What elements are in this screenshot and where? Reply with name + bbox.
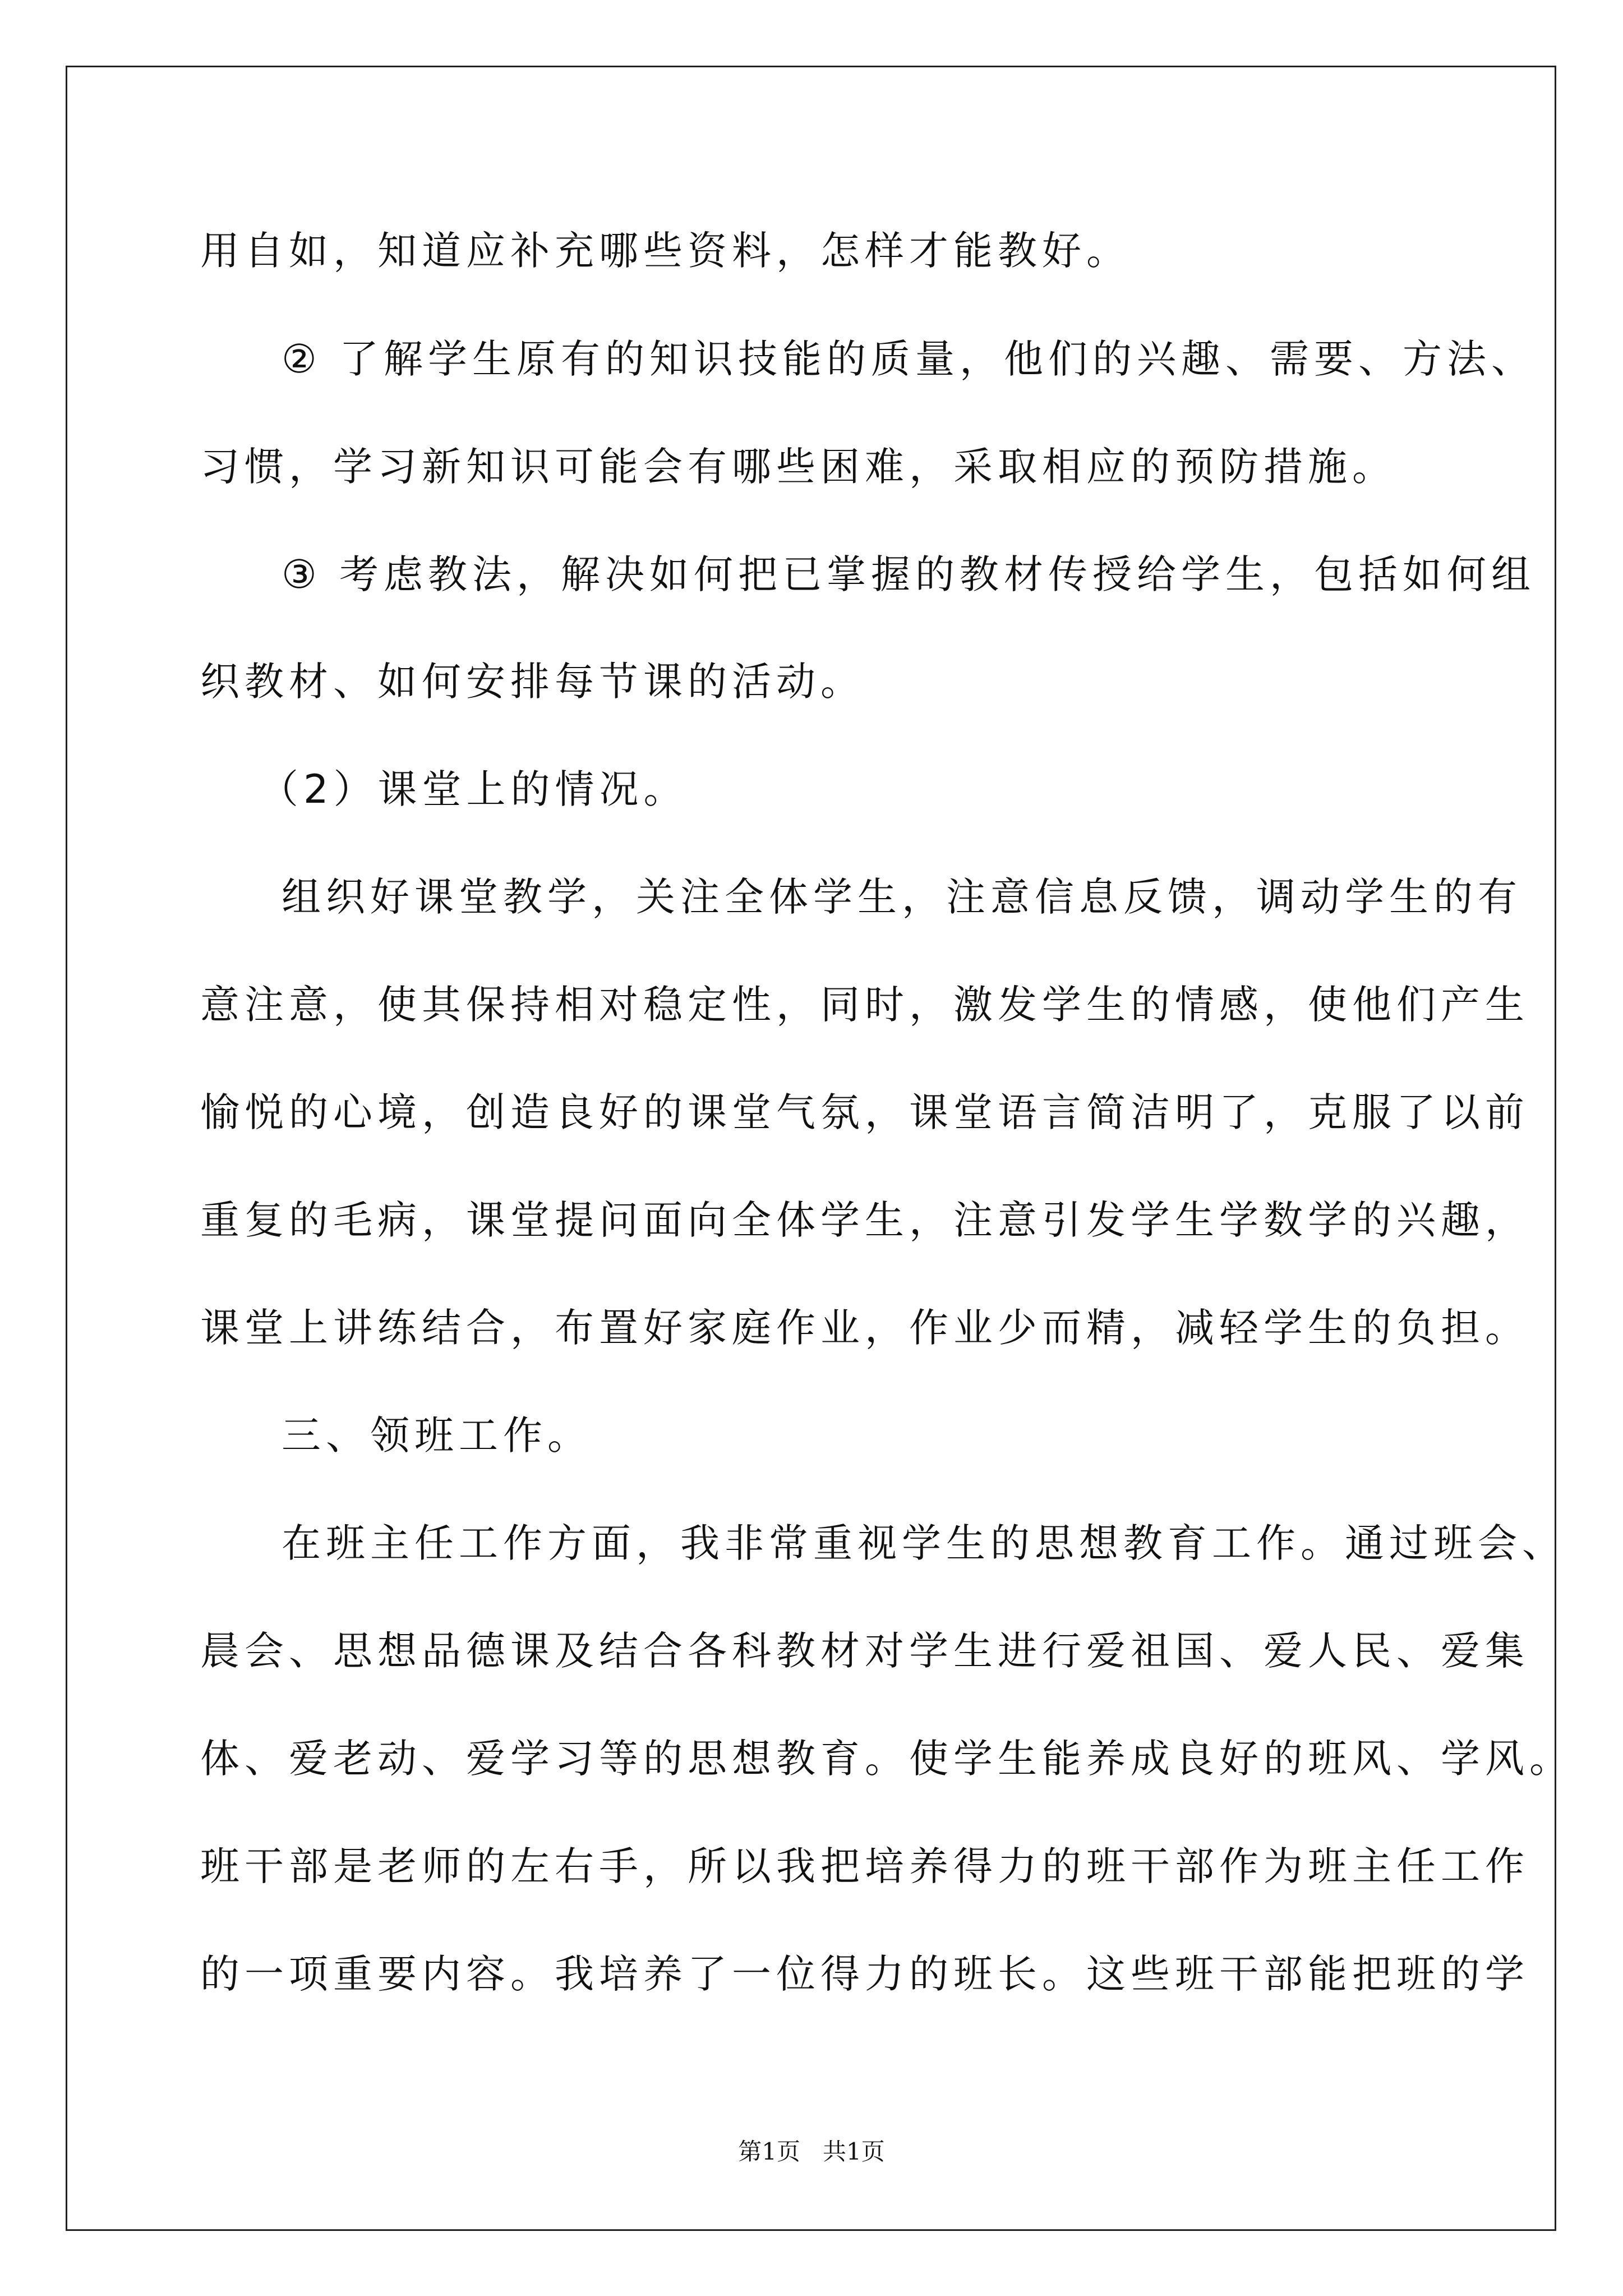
page-border	[66, 66, 1574, 2231]
text-line-11: 课堂上讲练结合，布置好家庭作业，作业少而精，减轻学生的负担。	[200, 1305, 1529, 1351]
text-line-14: 晨会、思想品德课及结合各科教材对学生进行爱祖国、爱人民、爱集	[200, 1628, 1529, 1674]
text-line-9: 愉悦的心境，创造良好的课堂气氛，课堂语言简洁明了，克服了以前	[200, 1089, 1529, 1135]
text-line-7: 组织好课堂教学，关注全体学生，注意信息反馈，调动学生的有	[282, 874, 1522, 920]
text-line-2: ② 了解学生原有的知识技能的质量，他们的兴趣、需要、方法、	[282, 336, 1536, 382]
text-line-4: ③ 考虑教法，解决如何把已掌握的教材传授给学生，包括如何组	[282, 551, 1536, 597]
page-number-footer: 第1页 共1页	[738, 2138, 885, 2165]
text-line-3: 习惯，学习新知识可能会有哪些困难，采取相应的预防措施。	[200, 444, 1396, 490]
text-line-5: 织教材、如何安排每节课的活动。	[200, 659, 865, 705]
text-line-16: 班干部是老师的左右手，所以我把培养得力的班干部作为班主任工作	[200, 1843, 1529, 1889]
text-line-6: （2）课堂上的情况。	[259, 766, 688, 812]
text-line-15: 体、爱老动、爱学习等的思想教育。使学生能养成良好的班风、学风。	[200, 1736, 1574, 1782]
text-line-13: 在班主任工作方面，我非常重视学生的思想教育工作。通过班会、	[282, 1520, 1566, 1566]
text-line-8: 意注意，使其保持相对稳定性，同时，激发学生的情感，使他们产生	[200, 982, 1529, 1028]
text-line-1: 用自如，知道应补充哪些资料，怎样才能教好。	[200, 228, 1131, 274]
text-line-17: 的一项重要内容。我培养了一位得力的班长。这些班干部能把班的学	[200, 1951, 1529, 1997]
text-line-10: 重复的毛病，课堂提问面向全体学生，注意引发学生学数学的兴趣，	[200, 1197, 1529, 1243]
text-line-12: 三、领班工作。	[282, 1412, 592, 1458]
